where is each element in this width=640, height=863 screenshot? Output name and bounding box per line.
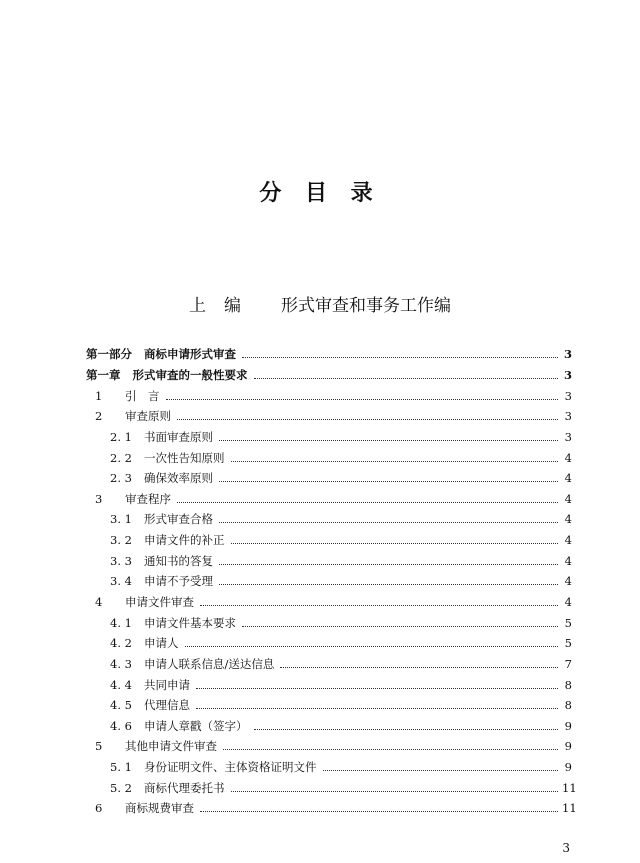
toc-entry-label: 审查程序 [125, 491, 171, 506]
toc-entry [86, 736, 572, 757]
toc-entry [86, 488, 572, 509]
toc-entry-page: 9 [564, 760, 572, 775]
toc-dot-leader [242, 356, 558, 358]
toc-dot-leader [196, 707, 558, 709]
toc-dot-leader [219, 480, 558, 482]
toc-entry-number: 3. 4 [110, 574, 132, 589]
toc-entry-number: 4. 4 [110, 677, 132, 692]
toc-entry-page: 3 [564, 409, 572, 424]
toc-entry-label: 申请人章戳（签字） [144, 718, 248, 733]
toc-dot-leader [242, 625, 558, 627]
toc-dot-leader [254, 728, 559, 730]
toc-entry-page: 4 [564, 491, 572, 506]
toc-entry-number: 3. 1 [110, 512, 132, 527]
toc-dot-leader [231, 542, 559, 544]
toc-entry-label: 商标代理委托书 [144, 780, 225, 795]
toc-dot-leader [323, 769, 559, 771]
toc-entry-number: 4 [95, 595, 103, 609]
toc-dot-leader [280, 666, 558, 668]
toc-dot-leader [254, 377, 559, 379]
toc-entry [86, 777, 577, 798]
toc-entry-page: 3 [563, 367, 572, 382]
toc-entry-number: 5 [95, 739, 103, 754]
toc-entry [86, 571, 572, 592]
toc-entry-label: 身份证明文件、主体资格证明文件 [144, 760, 317, 775]
toc-dot-leader [185, 645, 559, 647]
toc-entry-label: 申请人联系信息/送达信息 [144, 656, 275, 671]
toc-entry [86, 365, 572, 386]
toc-entry [86, 633, 572, 654]
toc-dot-leader [231, 460, 559, 462]
toc-entry-label: 一次性告知原则 [144, 450, 225, 465]
toc-entry-label: 确保效率原则 [144, 471, 213, 486]
toc-entry-label: 通知书的答复 [144, 553, 213, 568]
toc-entry-label: 形式审查合格 [144, 512, 213, 527]
toc-entry-number: 4. 2 [110, 636, 132, 651]
toc-entry-label: 代理信息 [144, 698, 190, 713]
toc-entry-label: 申请人 [144, 636, 179, 651]
toc-entry-label: 引 言 [125, 388, 160, 403]
toc-entry-page: 4 [564, 553, 572, 568]
toc-entry-number: 3. 2 [110, 533, 132, 548]
toc-entry [86, 427, 572, 448]
toc-dot-leader [200, 810, 558, 812]
toc-entry [86, 695, 572, 716]
toc-entry [86, 447, 572, 468]
toc-dot-leader [231, 790, 559, 792]
toc-entry-page: 4 [564, 471, 572, 486]
toc-entry-number: 4. 1 [110, 615, 132, 630]
section-name: 形式审查和事务工作编 [281, 296, 451, 316]
toc-entry-page: 5 [564, 615, 572, 630]
toc-entry [86, 612, 572, 633]
toc-entry-page: 11 [562, 780, 577, 795]
toc-dot-leader [200, 604, 558, 606]
table-of-contents [86, 344, 577, 819]
toc-dot-leader [166, 398, 559, 400]
toc-entry [86, 550, 572, 571]
toc-entry-page: 3 [563, 347, 572, 362]
toc-entry-number: 第一章 [86, 367, 121, 382]
toc-entry-label: 其他申请文件审查 [125, 739, 217, 754]
page-title: 分 目 录 [259, 180, 381, 206]
toc-entry-page: 5 [564, 636, 572, 651]
section-heading [0, 291, 640, 316]
toc-entry-page: 4 [564, 574, 572, 589]
toc-entry-number: 2. 3 [110, 471, 132, 486]
toc-entry-page: 4 [564, 450, 572, 465]
toc-entry [86, 468, 572, 489]
toc-entry-number: 2. 2 [110, 450, 132, 465]
toc-entry [86, 798, 577, 819]
toc-entry-number: 3 [95, 491, 103, 506]
toc-entry [86, 385, 572, 406]
toc-entry-label: 书面审查原则 [144, 429, 213, 444]
toc-entry-page: 4 [564, 595, 572, 609]
toc-dot-leader [219, 521, 558, 523]
toc-entry-number: 4. 5 [110, 698, 132, 713]
toc-dot-leader [177, 501, 558, 503]
toc-entry [86, 530, 572, 551]
toc-entry-label: 申请不予受理 [144, 574, 213, 589]
toc-entry-page: 9 [564, 718, 572, 733]
toc-entry-label: 审查原则 [125, 409, 171, 424]
toc-entry-label: 申请文件基本要求 [144, 615, 236, 630]
toc-entry-page: 4 [564, 533, 572, 548]
toc-entry-label: 形式审查的一般性要求 [132, 367, 248, 382]
toc-entry [86, 592, 572, 613]
toc-dot-leader [196, 687, 558, 689]
toc-entry-label: 共同申请 [144, 677, 190, 692]
toc-entry-number: 5. 2 [110, 780, 132, 795]
page-number: 3 [562, 841, 570, 855]
toc-entry-page: 9 [564, 739, 572, 754]
toc-entry-label: 商标规费审查 [125, 801, 194, 816]
toc-entry-page: 11 [562, 801, 577, 816]
toc-dot-leader [223, 748, 558, 750]
toc-entry [86, 674, 572, 695]
toc-entry [86, 654, 572, 675]
toc-entry-page: 8 [564, 677, 572, 692]
toc-entry-page: 3 [564, 429, 572, 444]
toc-dot-leader [219, 439, 558, 441]
toc-dot-leader [219, 583, 558, 585]
toc-entry [86, 509, 572, 530]
toc-entry-page: 8 [564, 698, 572, 713]
section-part: 上编 [189, 296, 259, 316]
toc-entry-page: 3 [564, 388, 572, 403]
toc-entry [86, 757, 572, 778]
toc-entry-number: 1 [95, 388, 103, 403]
toc-entry-number: 5. 1 [110, 760, 132, 775]
toc-entry-label: 申请文件的补正 [144, 533, 225, 548]
toc-entry-page: 4 [564, 512, 572, 527]
toc-entry-number: 4. 3 [110, 656, 132, 671]
toc-entry-number: 2. 1 [110, 429, 132, 444]
toc-entry-number: 4. 6 [110, 718, 132, 733]
toc-entry [86, 716, 572, 737]
toc-entry-number: 第一部分 [86, 347, 132, 362]
toc-entry-label: 申请文件审查 [125, 595, 194, 609]
toc-entry [86, 344, 572, 365]
toc-entry-number: 3. 3 [110, 553, 132, 568]
toc-dot-leader [219, 563, 558, 565]
toc-entry [86, 406, 572, 427]
toc-entry-label: 商标申请形式审查 [144, 347, 236, 362]
toc-dot-leader [177, 418, 558, 420]
toc-entry-number: 6 [95, 801, 103, 816]
toc-entry-number: 2 [95, 409, 103, 424]
toc-entry-page: 7 [564, 656, 572, 671]
